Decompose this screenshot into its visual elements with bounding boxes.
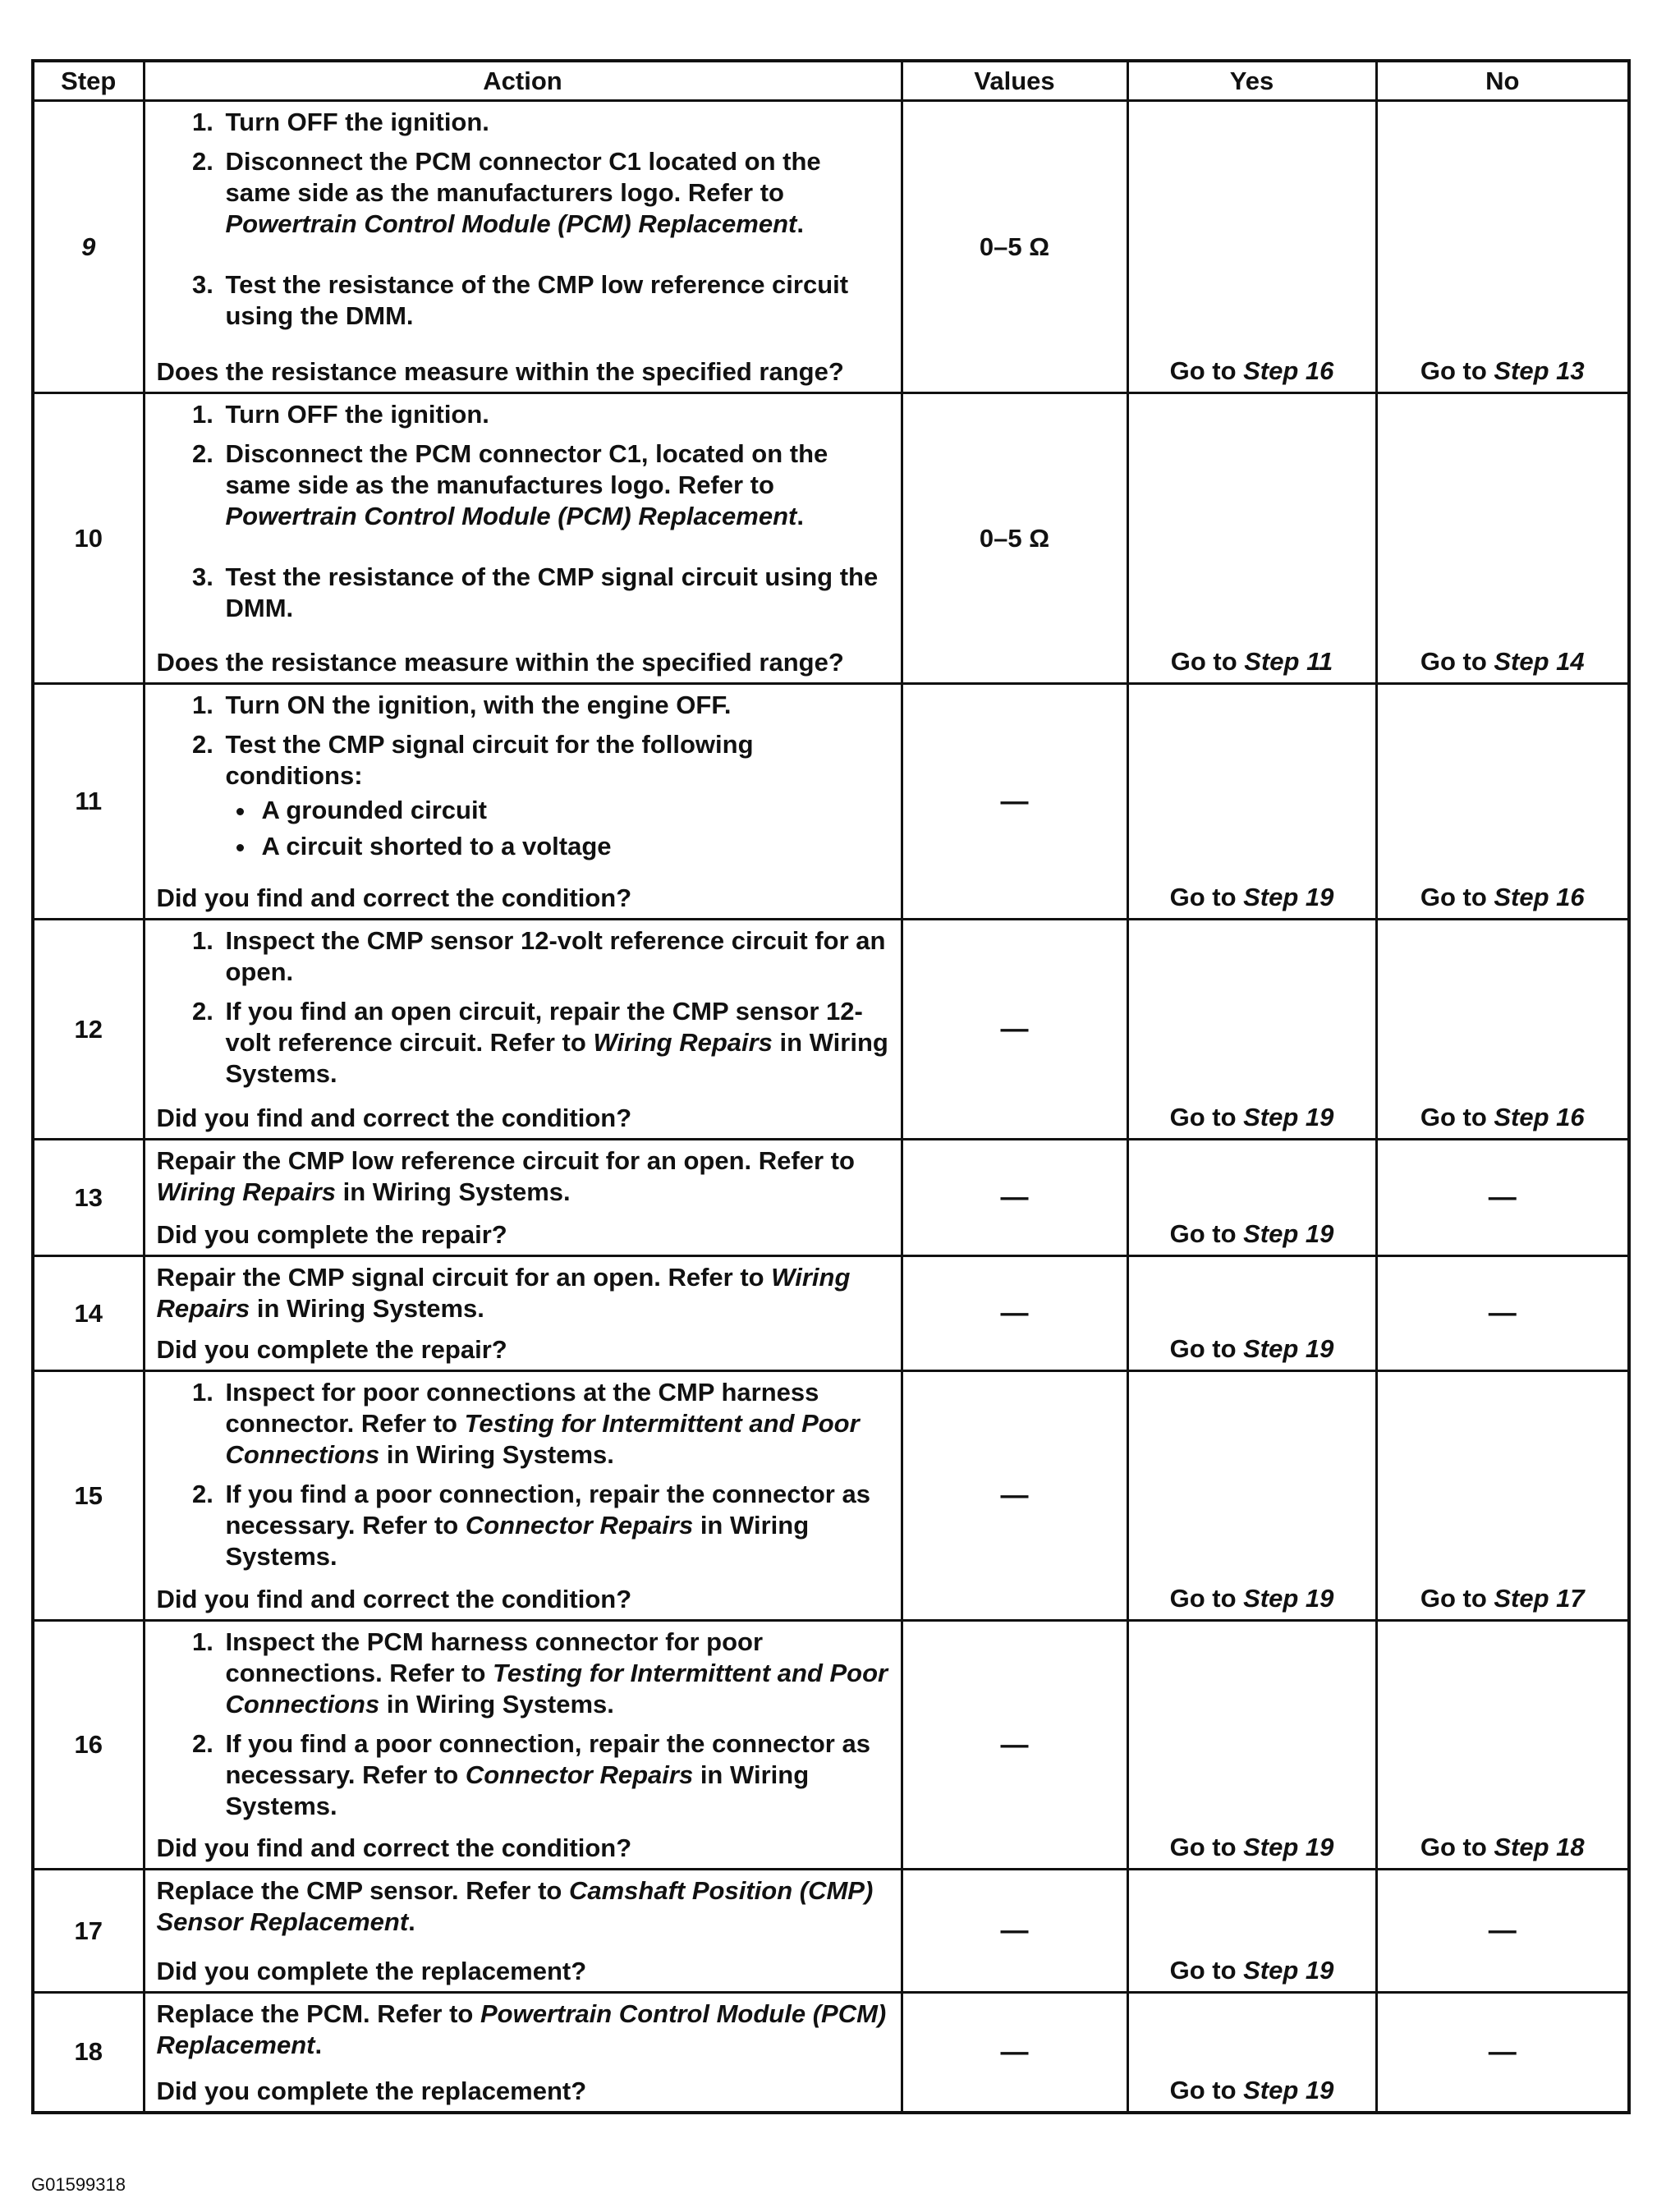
action-step-item [221, 925, 893, 988]
yes-cell [1127, 1371, 1376, 1621]
reference-link: Wiring Repairs [156, 1263, 851, 1323]
step-number: 11 [33, 684, 144, 920]
go-to-label: Go to [1169, 1103, 1244, 1131]
action-text: If you find a poor connection, repair the connector as necessary. Refer to [225, 1729, 870, 1789]
go-to-step [1420, 1102, 1585, 1138]
values-cell [902, 101, 1127, 393]
reference-link: Powertrain Control Module (PCM) Replacement [156, 1999, 887, 2059]
action-step-item [221, 146, 893, 240]
action-content [157, 1999, 893, 2107]
action-cell [144, 1140, 902, 1256]
step-number: 12 [33, 920, 144, 1140]
action-text: If you find a poor connection, repair the connector as necessary. Refer to [225, 1480, 870, 1540]
step-link[interactable]: Step 11 [1244, 647, 1333, 676]
action-steps-list [157, 107, 893, 332]
step-link[interactable]: Step 18 [1494, 1833, 1585, 1861]
diagnostic-table-container [31, 59, 1627, 2114]
go-to-label: Go to [1170, 647, 1245, 676]
action-text: . [796, 209, 804, 238]
action-text: Inspect for poor connections at the CMP harness connector. Refer to [225, 1378, 819, 1438]
action-steps-list [157, 399, 893, 624]
action-step-item [221, 269, 893, 332]
reference-link: Connector Repairs [465, 1511, 694, 1540]
dash-value: — [1000, 1728, 1029, 1760]
action-text: Test the resistance of the CMP signal circuit using the DMM. [225, 562, 879, 622]
header-yes: Yes [1127, 61, 1376, 101]
action-content [157, 1262, 893, 1365]
reference-link: Connector Repairs [465, 1760, 694, 1789]
go-to-step [1170, 882, 1334, 918]
go-to-step [1170, 1102, 1334, 1138]
figure-id: G01599318 [31, 2174, 126, 2195]
condition-list [226, 795, 893, 862]
reference-link: Testing for Intermittent and Poor Connections [225, 1409, 860, 1469]
action-question: Does the resistance measure within the specified range? [156, 357, 844, 386]
action-step-item [221, 729, 893, 862]
action-cell [144, 1256, 902, 1371]
table-row [33, 1371, 1629, 1621]
action-text: in Wiring Systems. [335, 1177, 571, 1206]
go-to-label: Go to [1420, 647, 1494, 676]
action-text: Disconnect the PCM connector C1 located on the same side as the manufacturers logo. Refer to [225, 147, 821, 207]
table-row [33, 1870, 1629, 1993]
action-body [157, 690, 893, 870]
yes-cell [1127, 1621, 1376, 1870]
table-row [33, 684, 1629, 920]
reference-link: Powertrain Control Module (PCM) Replacement [225, 209, 797, 238]
action-question: Did you find and correct the condition? [156, 1585, 632, 1613]
action-cell [144, 393, 902, 684]
dash-value: — [1000, 1480, 1029, 1511]
table-row [33, 1140, 1629, 1256]
action-body [157, 1627, 893, 1830]
values-cell [902, 1371, 1127, 1621]
action-content [157, 1377, 893, 1615]
header-values: Values [902, 61, 1127, 101]
step-link[interactable]: Step 16 [1243, 356, 1334, 385]
action-question: Did you find and correct the condition? [156, 1833, 632, 1862]
action-question: Did you find and correct the condition? [156, 1104, 632, 1132]
condition-item: • A grounded circuit [257, 795, 893, 826]
step-number: 13 [33, 1140, 144, 1256]
action-text: Replace the CMP sensor. Refer to [156, 1876, 569, 1905]
action-text: Replace the PCM. Refer to [156, 1999, 480, 2028]
action-cell [144, 920, 902, 1140]
action-question: Did you complete the replacement? [156, 2077, 587, 2105]
action-question: Did you complete the replacement? [156, 1957, 587, 1985]
step-number: 16 [33, 1621, 144, 1870]
step-link[interactable]: Step 19 [1243, 1103, 1334, 1131]
action-text: Disconnect the PCM connector C1, located on the same side as the manufactures logo. Refer to [225, 439, 828, 499]
no-cell [1376, 1140, 1629, 1256]
action-cell [144, 1621, 902, 1870]
yes-cell [1127, 1256, 1376, 1371]
go-to-step [1420, 646, 1585, 682]
header-action: Action [144, 61, 902, 101]
action-text: . [796, 502, 804, 530]
action-cell [144, 1371, 902, 1621]
values-cell [902, 393, 1127, 684]
dash-value: — [1000, 1297, 1029, 1329]
no-cell [1376, 920, 1629, 1140]
go-to-label: Go to [1420, 1833, 1494, 1861]
action-steps-list [157, 925, 893, 1090]
action-question: Did you complete the repair? [156, 1335, 507, 1364]
values-cell [902, 684, 1127, 920]
dash-value: — [1000, 1013, 1029, 1044]
action-cell [144, 1870, 902, 1993]
action-text: If you find an open circuit, repair the CMP sensor 12-volt reference circuit. Refer to [225, 997, 863, 1057]
action-step-item [221, 562, 893, 624]
go-to-label: Go to [1420, 1584, 1494, 1613]
no-cell [1376, 1256, 1629, 1371]
table-row [33, 101, 1629, 393]
action-question: Did you complete the repair? [156, 1220, 507, 1249]
action-body [157, 1377, 893, 1581]
dash-value: — [1000, 2035, 1029, 2067]
action-content [157, 925, 893, 1134]
action-content [157, 399, 893, 678]
step-link[interactable]: Step 19 [1243, 1584, 1334, 1613]
action-body [157, 1145, 893, 1208]
action-body [157, 1262, 893, 1324]
values-cell [902, 1256, 1127, 1371]
action-cell [144, 101, 902, 393]
header-step: Step [33, 61, 144, 101]
dash-value: — [1488, 1915, 1517, 1946]
action-content [157, 1145, 893, 1251]
go-to-step [1170, 1832, 1334, 1868]
action-text: . [314, 2031, 323, 2059]
action-step-item [221, 1627, 893, 1720]
go-to-label: Go to [1169, 2075, 1244, 2104]
go-to-step [1171, 646, 1333, 682]
action-steps-list [157, 1627, 893, 1822]
go-to-step [1420, 1583, 1585, 1619]
action-cell [144, 1993, 902, 2113]
go-to-label: Go to [1169, 1833, 1244, 1861]
resistance-value: 0–5 Ω [979, 232, 1050, 261]
action-step-item [221, 690, 893, 721]
resistance-value: 0–5 Ω [979, 523, 1050, 553]
action-content [157, 107, 893, 388]
go-to-label: Go to [1169, 1219, 1244, 1248]
action-text: in Wiring Systems. [225, 1511, 810, 1571]
action-step-item [221, 996, 893, 1090]
action-text: Repair the CMP low reference circuit for an open. Refer to [156, 1146, 855, 1175]
go-to-label: Go to [1169, 1584, 1244, 1613]
step-link[interactable]: Step 19 [1243, 1833, 1334, 1861]
action-content [157, 1875, 893, 1987]
action-text: in Wiring Systems. [225, 1028, 888, 1088]
action-step-item [221, 1479, 893, 1572]
step-number: 9 [33, 101, 144, 393]
action-text: Repair the CMP signal circuit for an open. Refer to [156, 1263, 772, 1292]
go-to-step [1170, 1955, 1334, 1991]
go-to-step [1420, 1832, 1585, 1868]
dash-value: — [1000, 1182, 1029, 1213]
step-link[interactable]: Step 19 [1243, 1334, 1334, 1363]
reference-link: Testing for Intermittent and Poor Connections [225, 1659, 888, 1719]
go-to-step [1170, 1218, 1334, 1255]
action-paragraph [157, 1999, 893, 2061]
yes-cell [1127, 920, 1376, 1140]
no-cell [1376, 393, 1629, 684]
action-text: Inspect the PCM harness connector for poor connections. Refer to [225, 1627, 764, 1687]
action-question: Did you find and correct the condition? [156, 883, 632, 912]
action-text: Turn ON the ignition, with the engine OFF. [225, 691, 732, 719]
no-cell [1376, 1621, 1629, 1870]
step-link[interactable]: Step 19 [1243, 1956, 1334, 1985]
go-to-step [1170, 1333, 1334, 1370]
step-link[interactable]: Step 19 [1243, 883, 1334, 911]
yes-cell [1127, 393, 1376, 684]
yes-cell [1127, 1870, 1376, 1993]
action-content [157, 690, 893, 914]
action-text: Turn OFF the ignition. [225, 400, 489, 429]
reference-link: Wiring Repairs [593, 1028, 773, 1057]
action-step-item [221, 1728, 893, 1822]
table-header-row [33, 61, 1629, 101]
values-cell [902, 1993, 1127, 2113]
action-text: Turn OFF the ignition. [225, 108, 489, 136]
action-text: in Wiring Systems. [250, 1294, 484, 1323]
yes-cell [1127, 1140, 1376, 1256]
action-question: Does the resistance measure within the specified range? [156, 648, 844, 677]
step-number: 14 [33, 1256, 144, 1371]
dash-value: — [1000, 785, 1029, 817]
table-row [33, 920, 1629, 1140]
action-text: Test the resistance of the CMP low reference circuit using the DMM. [225, 270, 849, 330]
action-paragraph [157, 1262, 893, 1324]
dash-value: — [1488, 1182, 1517, 1213]
step-link[interactable]: Step 14 [1494, 647, 1585, 676]
go-to-label: Go to [1169, 1334, 1244, 1363]
diagnostic-steps-table [31, 59, 1631, 2114]
yes-cell [1127, 684, 1376, 920]
action-text: Inspect the CMP sensor 12-volt reference circuit for an open. [225, 926, 886, 986]
action-body [157, 925, 893, 1098]
step-number: 17 [33, 1870, 144, 1993]
action-step-item [221, 1377, 893, 1471]
step-link[interactable]: Step 17 [1494, 1584, 1585, 1613]
action-step-item [221, 399, 893, 430]
step-link[interactable]: Step 16 [1494, 883, 1585, 911]
action-content [157, 1627, 893, 1864]
dash-value: — [1488, 2035, 1517, 2067]
table-row [33, 1256, 1629, 1371]
action-step-item [221, 107, 893, 138]
action-text: in Wiring Systems. [379, 1690, 614, 1719]
action-paragraph [157, 1875, 893, 1938]
action-body [157, 399, 893, 632]
values-cell [902, 1621, 1127, 1870]
go-to-label: Go to [1169, 1956, 1244, 1985]
header-no: No [1376, 61, 1629, 101]
go-to-label: Go to [1169, 883, 1244, 911]
values-cell [902, 1140, 1127, 1256]
step-link[interactable]: Step 19 [1243, 1219, 1334, 1248]
no-cell [1376, 684, 1629, 920]
no-cell [1376, 1993, 1629, 2113]
action-paragraph [157, 1145, 893, 1208]
dash-value: — [1488, 1297, 1517, 1329]
values-cell [902, 920, 1127, 1140]
go-to-label: Go to [1169, 356, 1244, 385]
action-body [157, 1999, 893, 2061]
go-to-label: Go to [1420, 883, 1494, 911]
step-number: 10 [33, 393, 144, 684]
go-to-step [1170, 356, 1334, 392]
go-to-label: Go to [1420, 356, 1494, 385]
action-steps-list [157, 690, 893, 862]
reference-link: Powertrain Control Module (PCM) Replacement [225, 502, 797, 530]
reference-link: Camshaft Position (CMP) Sensor Replacement [156, 1876, 874, 1936]
no-cell [1376, 101, 1629, 393]
go-to-label: Go to [1420, 1103, 1494, 1131]
action-step-item [221, 438, 893, 532]
step-number: 15 [33, 1371, 144, 1621]
step-link[interactable]: Step 19 [1243, 2075, 1334, 2104]
step-number: 18 [33, 1993, 144, 2113]
action-text: in Wiring Systems. [225, 1760, 810, 1820]
yes-cell [1127, 101, 1376, 393]
no-cell [1376, 1870, 1629, 1993]
go-to-step [1170, 1583, 1334, 1619]
condition-item: • A circuit shorted to a voltage [257, 831, 893, 862]
yes-cell [1127, 1993, 1376, 2113]
go-to-step [1170, 2075, 1334, 2111]
table-row [33, 393, 1629, 684]
step-link[interactable]: Step 13 [1494, 356, 1585, 385]
action-text: in Wiring Systems. [379, 1440, 614, 1469]
go-to-step [1420, 882, 1585, 918]
reference-link: Wiring Repairs [156, 1177, 336, 1206]
action-text: Test the CMP signal circuit for the following conditions: [225, 730, 754, 790]
table-row [33, 1993, 1629, 2113]
action-cell [144, 684, 902, 920]
dash-value: — [1000, 1915, 1029, 1946]
action-body [157, 107, 893, 340]
step-link[interactable]: Step 16 [1494, 1103, 1585, 1131]
action-text: . [408, 1907, 415, 1936]
values-cell [902, 1870, 1127, 1993]
action-steps-list [157, 1377, 893, 1572]
go-to-step [1420, 356, 1585, 392]
action-body [157, 1875, 893, 1938]
table-row [33, 1621, 1629, 1870]
no-cell [1376, 1371, 1629, 1621]
